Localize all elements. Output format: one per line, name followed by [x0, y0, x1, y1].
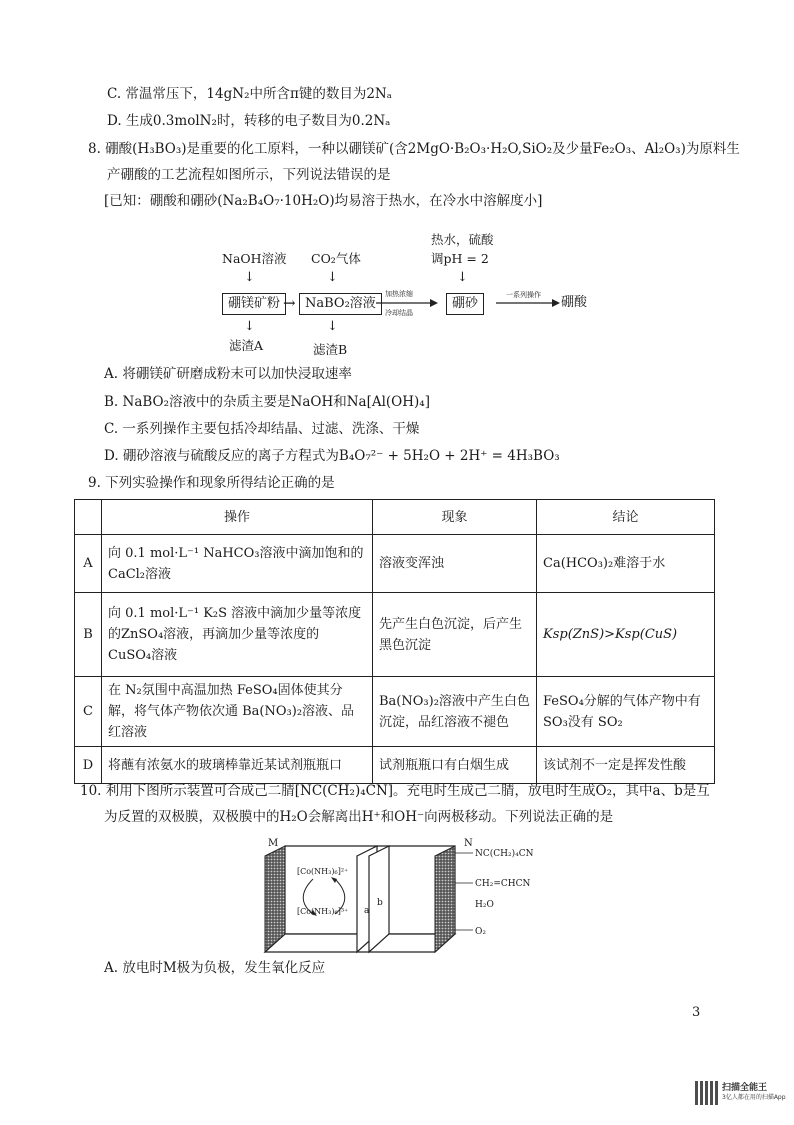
qr-code-icon [695, 1081, 719, 1105]
arrow-down-icon: ↓ [244, 270, 255, 285]
arrow-down-icon: ↓ [457, 270, 468, 285]
option-d-prev: D. 生成0.3molN₂时，转移的电子数目为0.2Nₐ [107, 113, 391, 129]
q10-stem: 10. 利用下图所示装置可合成己二腈[NC(CH₂)₄CN]。充电时生成己二腈，放电时生成O₂，其中a、b是互 [80, 783, 710, 799]
row-label: C [75, 677, 102, 747]
flow-step-series: 一系列操作 [506, 291, 541, 299]
electrode-n-label: N [464, 838, 473, 849]
ion-co2plus: [Co(NH₃)₆]²⁺ [297, 867, 349, 876]
row-label: B [75, 593, 102, 677]
q10-option-a: A. 放电时M极为负极，发生氧化反应 [104, 960, 326, 976]
page-number: 3 [692, 1005, 701, 1020]
arrow-right-icon: → [283, 294, 296, 312]
flow-box-nabo2: NaBO₂溶液 [299, 293, 382, 315]
table-header-row [75, 500, 715, 535]
scanner-watermark [722, 1083, 786, 1103]
flow-step-heat: 加热浓缩 [385, 290, 413, 298]
flow-arrow-line [496, 296, 560, 310]
q8-option-b: B. NaBO₂溶液中的杂质主要是NaOH和Na[Al(OH)₄] [104, 394, 430, 410]
membrane-b-label: b [377, 898, 383, 908]
q10-stem-2: 为反置的双极膜，双极膜中的H₂O会解离出H⁺和OH⁻向两极移动。下列说法正确的是 [104, 809, 614, 825]
scanner-title: 扫描全能王 [722, 1083, 768, 1093]
table-header-operation: 操作 [102, 500, 373, 535]
arrow-down-icon: ↓ [327, 270, 338, 285]
electrode-m-label: M [268, 838, 279, 849]
q8-option-c: C. 一系列操作主要包括冷却结晶、过滤、洗涤、干燥 [104, 421, 420, 437]
row-operation: 向 0.1 mol·L⁻¹ K₂S 溶液中滴加少量等浓度的ZnSO₄溶液，再滴加少量等浓度的 CuSO₄溶液 [102, 593, 373, 677]
q8-stem-2: 产硼酸的工艺流程如图所示，下列说法错误的是 [107, 167, 391, 183]
row-conclusion: Ca(HCO₃)₂难溶于水 [537, 535, 715, 593]
flow-residue-b: 滤渣B [313, 342, 348, 357]
row-conclusion: FeSO₄分解的气体产物中有SO₃没有 SO₂ [537, 677, 715, 747]
table-header-phenomenon: 现象 [373, 500, 537, 535]
flow-co2: CO₂气体 [311, 251, 361, 266]
table-row [75, 535, 715, 593]
q8-known: [已知：硼酸和硼砂(Na₂B₄O₇·10H₂O)均易溶于热水，在冷水中溶解度小] [104, 193, 543, 209]
q8-stem: 8. 硼酸(H₃BO₃)是重要的化工原料，一种以硼镁矿(含2MgO·B₂O₃·H₂O,SiO₂及少量Fe₂O₃、Al₂O₃)为原料生 [88, 141, 740, 157]
arrow-down-icon: ↓ [327, 319, 338, 334]
species-water: H₂O [475, 900, 494, 910]
table-header-blank [75, 500, 102, 535]
flow-box-ore: 硼镁矿粉 [222, 293, 286, 315]
row-label: A [75, 535, 102, 593]
device-cell-drawing [255, 834, 485, 954]
flow-product: 硼酸 [561, 295, 588, 310]
row-operation: 在 N₂氛围中高温加热 FeSO₄固体使其分解，将气体产物依次通 Ba(NO₃)₂溶液、品红溶液 [102, 677, 373, 747]
row-phenomenon: 先产生白色沉淀，后产生黑色沉淀 [373, 593, 537, 677]
species-adiponitrile: NC(CH₂)₄CN [475, 849, 534, 859]
arrow-down-icon: ↓ [244, 319, 255, 334]
table-row [75, 747, 715, 784]
row-conclusion: Ksp(ZnS)>Ksp(CuS) [537, 593, 715, 677]
membrane-a-label: a [364, 906, 370, 916]
row-operation: 向 0.1 mol·L⁻¹ NaHCO₃溶液中滴加饱和的CaCl₂溶液 [102, 535, 373, 593]
row-phenomenon: 溶液变浑浊 [373, 535, 537, 593]
q8-option-d: D. 硼砂溶液与硫酸反应的离子方程式为B₄O₇²⁻ + 5H₂O + 2H⁺ = 4H₃BO₃ [104, 448, 560, 464]
row-operation: 将蘸有浓氨水的玻璃棒靠近某试剂瓶瓶口 [102, 747, 373, 784]
q9-stem: 9. 下列实验操作和现象所得结论正确的是 [88, 475, 335, 491]
scanner-subtitle: 3亿人都在用的扫描App [722, 1094, 786, 1101]
row-label: D [75, 747, 102, 784]
row-conclusion: 该试剂不一定是挥发性酸 [537, 747, 715, 784]
flow-step-cool: 冷却结晶 [385, 309, 413, 317]
flow-residue-a: 滤渣A [229, 338, 264, 353]
table-header-conclusion: 结论 [537, 500, 715, 535]
option-c-prev: C. 常温常压下，14gN₂中所含π键的数目为2Nₐ [107, 86, 392, 102]
flow-hot-water: 热水，硫酸 [431, 232, 494, 247]
species-acrylonitrile: CH₂=CHCN [475, 879, 531, 889]
experiment-table [74, 499, 715, 784]
species-oxygen: O₂ [475, 927, 486, 937]
flow-arrow-line [376, 296, 438, 310]
table-row [75, 677, 715, 747]
ion-co3plus: [Co(NH₃)₆]³⁺ [297, 907, 349, 916]
flow-box-borax: 硼砂 [446, 293, 484, 315]
table-row [75, 593, 715, 677]
row-phenomenon: 试剂瓶瓶口有白烟生成 [373, 747, 537, 784]
q8-option-a: A. 将硼镁矿研磨成粉末可以加快浸取速率 [104, 366, 352, 382]
row-phenomenon: Ba(NO₃)₂溶液中产生白色沉淀，品红溶液不褪色 [373, 677, 537, 747]
flow-ph: 调pH = 2 [431, 251, 489, 266]
flow-naoh: NaOH溶液 [222, 251, 287, 266]
